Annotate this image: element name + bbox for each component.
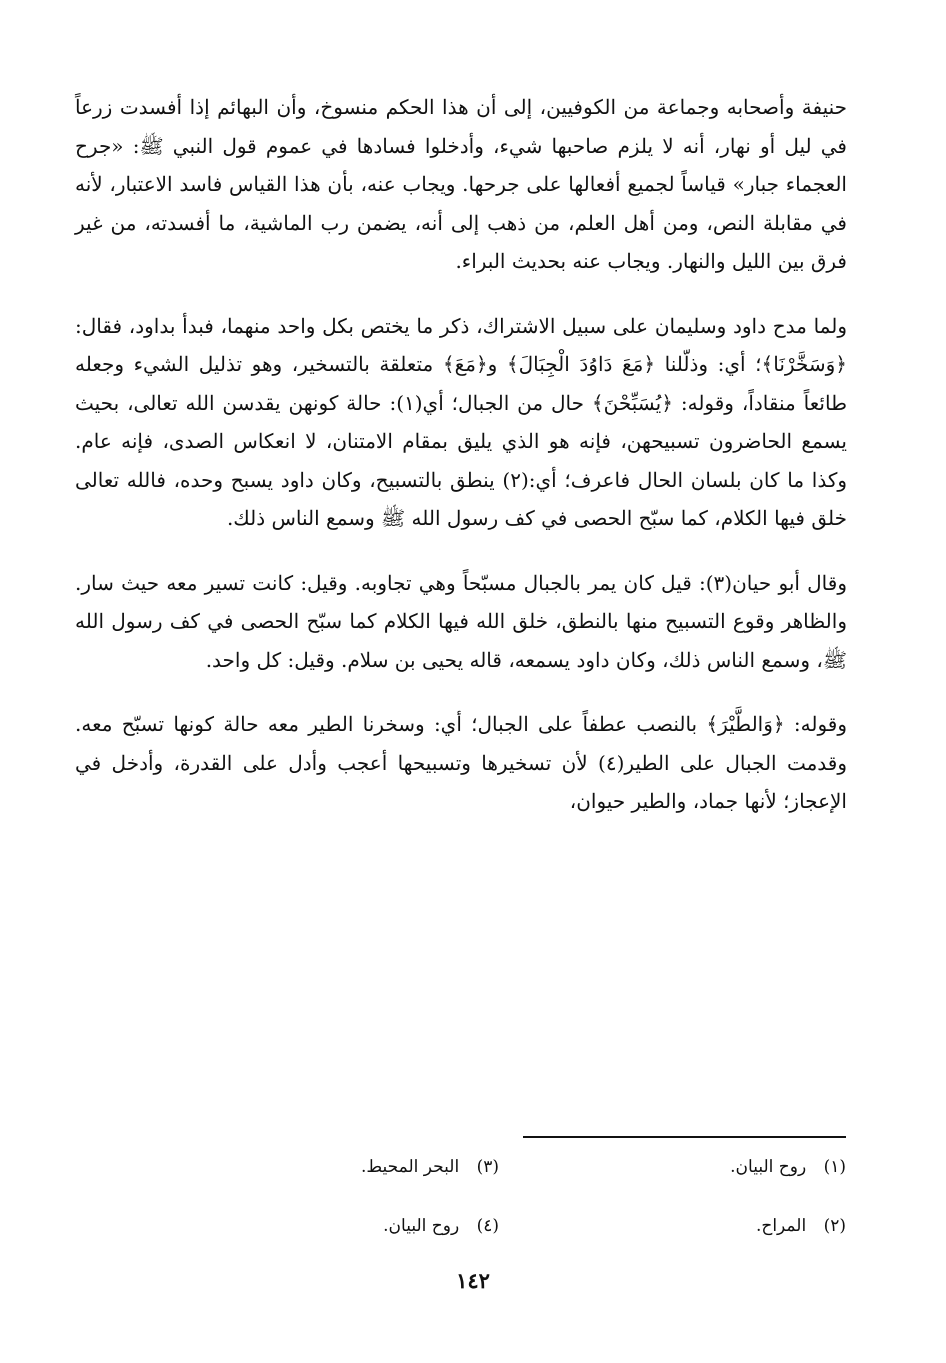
footnote-2	[756, 1214, 846, 1238]
footnote-3	[361, 1155, 499, 1179]
footnote-number: (٢)	[823, 1216, 846, 1236]
paragraph-1: حنيفة وأصحابه وجماعة من الكوفيين، إلى أن هذا الحكم منسوخ، وأن البهائم إذا أفسدت زرعاً في ليل أو نهار، أنه لا يلزم صاحبها شيء، وأدخلوا فسادها في عموم قول النبي ﷺ: «جرح العجماء جبار» قياساً لجميع أفعالها على جرحها. ويجاب عنه، بأن هذا القياس فاسد الاعتبار، لأنه في مقابلة النص، ومن أهل العلم، من ذهب إلى أنه، يضمن رب الماشية، ما أفسدته، من غير فرق بين الليل والنهار. ويجاب عنه بحديث البراء.	[75, 95, 847, 273]
paragraph-4: وقوله: ﴿وَالطَّيْرَ﴾ بالنصب عطفاً على الجبال؛ أي: وسخرنا الطير معه حالة كونها تسبّح معه. وقدمت الجبال على الطير(٤) لأن تسخيرها وتسبيحها أعجب وأدل على القدرة، وأدخل في الإعجاز؛ لأنها جماد، والطير حيوان،	[75, 712, 848, 813]
footnote-number: (١)	[823, 1157, 846, 1177]
paragraph-2: ولما مدح داود وسليمان على سبيل الاشتراك، ذكر ما يختص بكل واحد منهما، فبدأ بداود، فقال: ﴿وَسَخَّرْنَا﴾؛ أي: وذلّلنا ﴿مَعَ دَاوُدَ الْجِبَالَ﴾ و﴿مَعَ﴾ متعلقة بالتسخير، وهو تذليل الشيء وجعله طائعاً منقاداً، وقوله: ﴿يُسَبِّحْنَ﴾ حال من الجبال؛ أي(١): حالة كونهن يقدسن الله تعالى، بحيث يسمع الحاضرون تسبيحهن، فإنه هو الذي يليق بمقام الامتنان، لا انعكاس الصدى، فإنه عام. وكذا ما كان بلسان الحال فاعرف؛ أي:(٢) ينطق بالتسبيح، وكان داود يسبح وحده، فالله تعالى خلق فيها الكلام، كما سبّح الحصى في كف رسول الله ﷺ وسمع الناس ذلك.	[75, 313, 847, 530]
footnote-4	[383, 1214, 499, 1238]
paragraph-3: وقال أبو حيان(٣): قيل كان يمر بالجبال مسبّحاً وهي تجاوبه. وقيل: كانت تسير معه حيث سار. والظاهر وقوع التسبيح منها بالنطق، خلق الله فيها الكلام كما سبّح الحصى في كف رسول الله ﷺ، وسمع الناس ذلك، وكان داود يسمعه، قاله يحيى بن سلام. وقيل: كل واحد.	[75, 570, 847, 672]
footnote-text: المراح.	[755, 1216, 807, 1236]
footnote-text: روح البيان.	[383, 1216, 460, 1236]
footnote-separator	[523, 1136, 846, 1138]
main-text	[75, 88, 847, 821]
footnote-number: (٤)	[476, 1216, 499, 1236]
footnote-text: روح البيان.	[730, 1157, 807, 1177]
footnote-number: (٣)	[476, 1157, 499, 1177]
footnote-1	[730, 1155, 846, 1179]
footnote-text: البحر المحيط.	[361, 1157, 460, 1177]
page-number: ١٤٢	[456, 1268, 490, 1293]
